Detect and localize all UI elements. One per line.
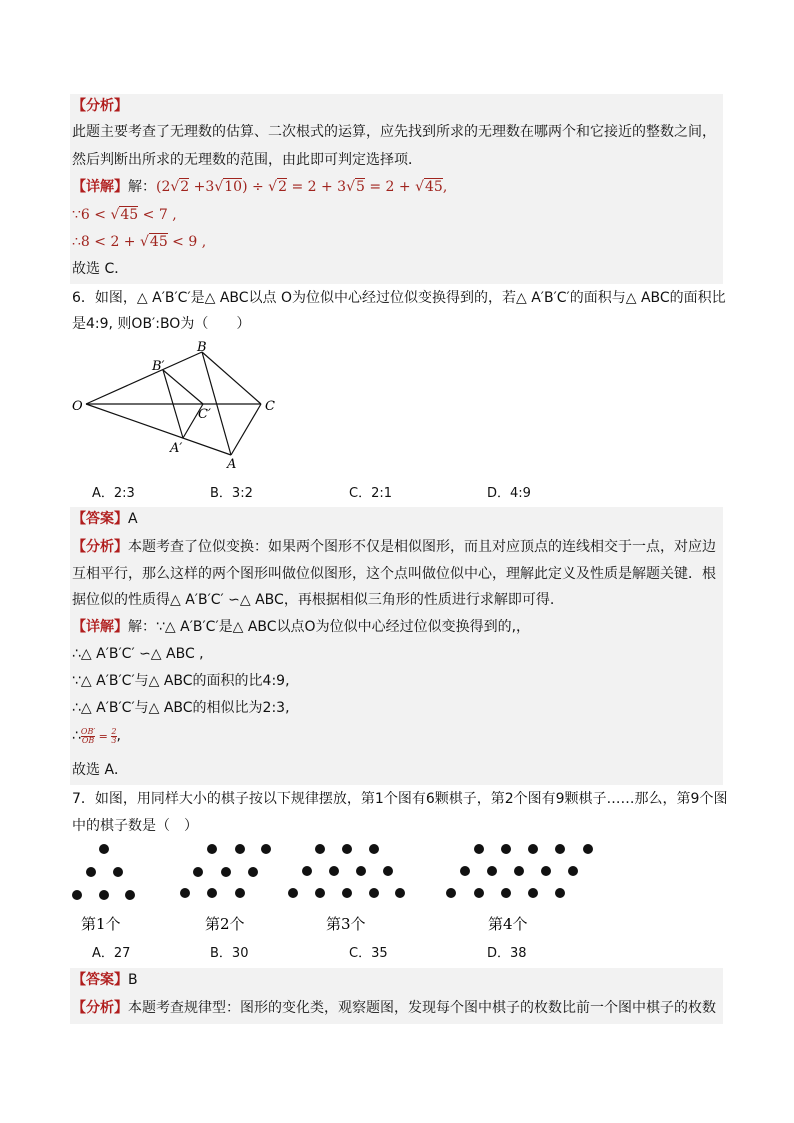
q5-analysis-line-1: 此题主要考查了无理数的估算、二次根式的运算，应先找到所求的无理数在哪两个和它接近的整数之间， [72, 124, 716, 140]
label-C-prime: C′ [198, 407, 211, 422]
q6-analysis-line-1: 【分析】本题考查了位似变换：如果两个图形不仅是相似图形，而且对应顶点的连线相交于一点，对应边 [72, 539, 716, 555]
q6-choice-c: C．2:1 [349, 486, 392, 501]
q7-choice-a: A．27 [92, 946, 131, 961]
q7-stem-line-2: 中的棋子数是（ ） [72, 818, 198, 834]
fraction-ob: $\frac{OB'}{OB}$ [80, 726, 96, 745]
analysis-label: 【分析】 [72, 98, 128, 114]
fraction-two-thirds: $\frac{2}{3}$ [111, 726, 117, 745]
q7-stem-line-1: 7．如图，用同样大小的棋子按以下规律摆放，第1个图有6颗棋子，第2个图有9颗棋子……那么，第9个图 [72, 791, 728, 807]
label-C: C [265, 399, 275, 414]
q6-choice-d: D．4:9 [487, 486, 531, 501]
label-A-prime: A′ [170, 441, 183, 456]
q6-detail-line-2: ∴△ A′B′C′ ∽△ ABC , [72, 646, 204, 662]
label-O: O [72, 399, 83, 414]
q5-conclusion: 故选 C． [72, 261, 129, 277]
q6-analysis-line-2: 互相平行，那么这样的两个图形叫做位似图形，这个点叫做位似中心，理解此定义及性质是解题关键．根 [72, 566, 716, 582]
caption-figure-3: 第3个 [326, 915, 366, 933]
q7-choice-d: D．38 [487, 946, 527, 961]
q6-detail-line-1: 【详解】解：∵△ A′B′C′是△ ABC以点O为位似中心经过位似变换得到的,， [72, 619, 531, 635]
q7-choice-c: C．35 [349, 946, 388, 961]
q5-step-2: ∴8 < 2 + √45 < 9 , [72, 234, 207, 250]
caption-figure-4: 第4个 [488, 915, 528, 933]
q6-conclusion: 故选 A． [72, 762, 129, 778]
q6-analysis-line-3: 据位似的性质得△ A′B′C′ ∽△ ABC，再根据相似三角形的性质进行求解即可得. [72, 592, 555, 608]
q6-stem-line-2: 是4:9, 则OB′:BO为（ ） [72, 316, 251, 332]
q6-detail-line-3: ∵△ A′B′C′与△ ABC的面积的比4:9, [72, 673, 290, 689]
label-B: B [197, 340, 207, 355]
q5-analysis-line-2: 然后判断出所求的无理数的范围，由此即可判定选择项． [72, 152, 422, 168]
q5-step-1: ∵6 < √45 < 7 , [72, 207, 177, 223]
q6-stem-line-1: 6．如图，△ A′B′C′是△ ABC以点 O为位似中心经过位似变换得到的，若△ A′B′C′的面积与△ ABC的面积比 [72, 290, 726, 306]
q5-expression: (2√2 +3√10) ÷ √2 = 2 + 3√5 = 2 + √45, [156, 179, 448, 195]
caption-figure-1: 第1个 [81, 915, 121, 933]
label-A: A [227, 457, 237, 472]
q7-analysis-line-1: 【分析】本题考查规律型：图形的变化类，观察题图，发现每个图中棋子的枚数比前一个图中棋子的枚数 [72, 1000, 716, 1016]
q5-detail-line: 【详解】解：(2√2 +3√10) ÷ √2 = 2 + 3√5 = 2 + √45, [72, 179, 448, 195]
q6-choice-a: A．2:3 [92, 486, 135, 501]
q6-fraction-line: ∴ $\frac{OB'}{OB}$ = $\frac{2}{3}$ , [72, 726, 121, 745]
caption-figure-2: 第2个 [205, 915, 245, 933]
q6-choice-b: B．3:2 [210, 486, 253, 501]
q6-answer: 【答案】A [72, 511, 138, 527]
q7-answer: 【答案】B [72, 972, 138, 988]
label-B-prime: B′ [152, 359, 165, 374]
q6-detail-line-4: ∴△ A′B′C′与△ ABC的相似比为2:3, [72, 700, 290, 716]
detail-label: 【详解】 [72, 179, 128, 195]
q7-choice-b: B．30 [210, 946, 249, 961]
